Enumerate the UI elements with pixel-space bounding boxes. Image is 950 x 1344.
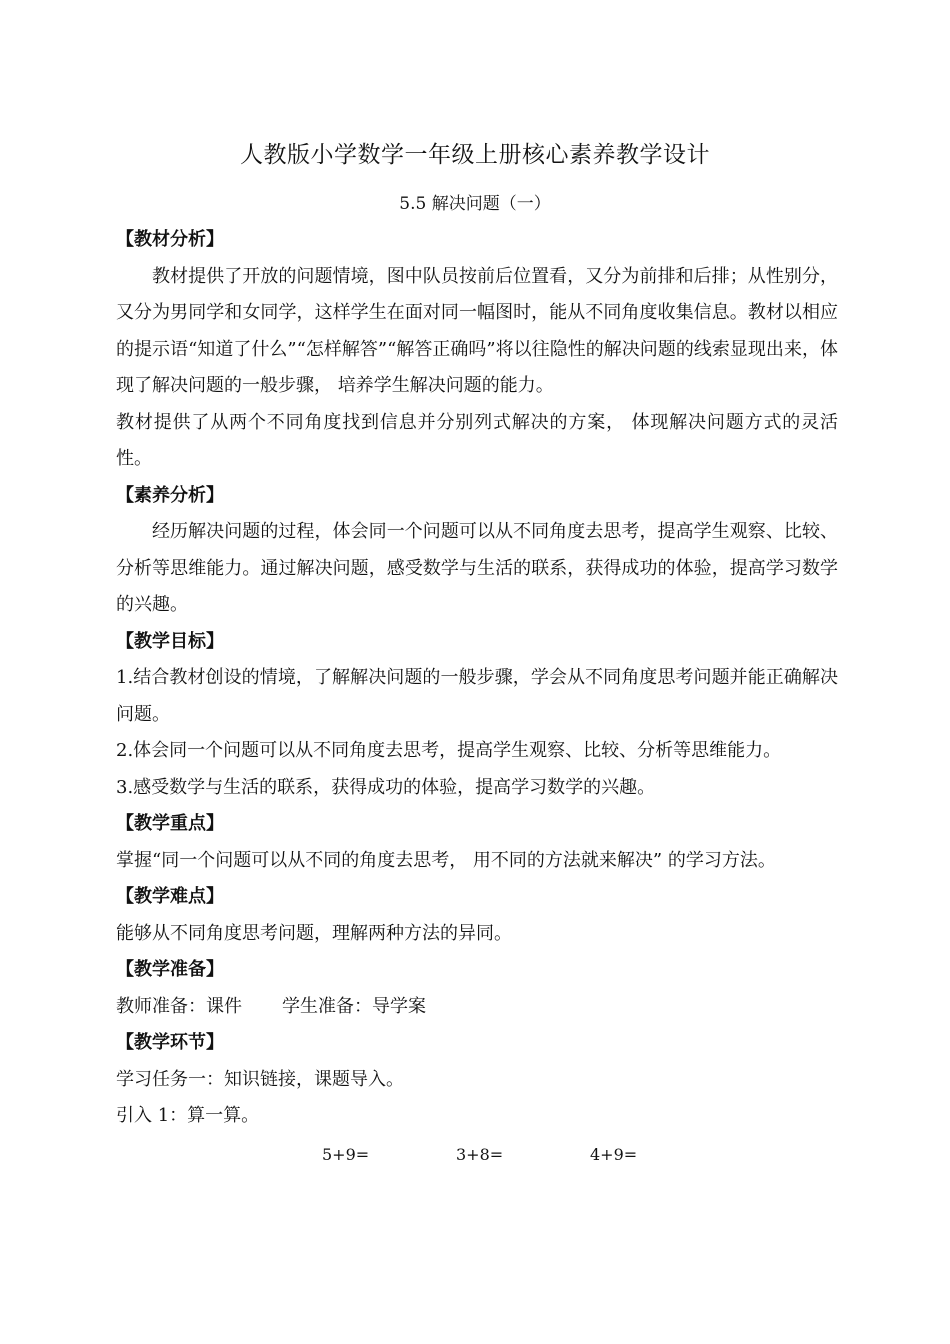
material-paragraph: 教材提供了开放的问题情境，图中队员按前后位置看，又分为前排和后排；从性别分，又分为男同学和女同学，这样学生在面对同一幅图时，能从不同角度收集信息。教材以相应的提示语“知道了什么”“怎样解答”“解答正确吗”将以往隐性的解决问题的线索显现出来，体现了解决问题的一般步骤， 培养学生解决问题的能力。 xyxy=(116,265,838,396)
goal-item-2: 2.体会同一个问题可以从不同角度去思考，提高学生观察、比较、分析等思维能力。 xyxy=(116,740,782,761)
calc-row xyxy=(116,1135,838,1175)
section-heading-focus: 【教学重点】 xyxy=(116,813,224,834)
goal-item-1: 1.结合教材创设的情境，了解解决问题的一般步骤，学会从不同角度思考问题并能正确解决问题。 xyxy=(116,667,838,725)
document-title: 人教版小学数学一年级上册核心素养教学设计 xyxy=(240,142,710,168)
document-body xyxy=(116,222,838,1175)
goal-item-3: 3.感受数学与生活的联系，获得成功的体验，提高学习数学的兴趣。 xyxy=(116,776,656,798)
student-prep: 学生准备：导学案 xyxy=(282,995,426,1017)
section-heading-literacy: 【素养分析】 xyxy=(116,484,224,506)
calc-item-3: 4+9= xyxy=(590,1144,638,1164)
section-heading-difficulty: 【教学难点】 xyxy=(116,886,224,907)
intro-1: 引入 1：算一算。 xyxy=(116,1105,260,1126)
section-heading-material: 【教材分析】 xyxy=(116,229,224,250)
literacy-paragraph: 经历解决问题的过程，体会同一个问题可以从不同角度去思考，提高学生观察、比较、分析等思维能力。通过解决问题，感受数学与生活的联系，获得成功的体验，提高学习数学的兴趣。 xyxy=(116,521,838,615)
material-paragraph-2: 教材提供了从两个不同角度找到信息并分别列式解决的方案， 体现解决问题方式的灵活性。 xyxy=(116,411,838,469)
difficulty-paragraph: 能够从不同角度思考问题，理解两种方法的异同。 xyxy=(116,922,512,944)
section-heading-prep: 【教学准备】 xyxy=(116,959,224,980)
focus-paragraph: 掌握“同一个问题可以从不同的角度去思考， 用不同的方法就来解决” 的学习方法。 xyxy=(116,849,776,871)
section-heading-process: 【教学环节】 xyxy=(116,1032,224,1053)
calc-item-1: 5+9= xyxy=(322,1144,370,1164)
calc-item-2: 3+8= xyxy=(456,1144,504,1164)
task-1: 学习任务一：知识链接，课题导入。 xyxy=(116,1068,404,1090)
section-heading-goals: 【教学目标】 xyxy=(116,630,224,652)
teacher-prep: 教师准备：课件 xyxy=(116,995,242,1017)
prep-row xyxy=(116,989,838,1026)
document-subtitle: 5.5 解决问题（一） xyxy=(399,194,551,214)
